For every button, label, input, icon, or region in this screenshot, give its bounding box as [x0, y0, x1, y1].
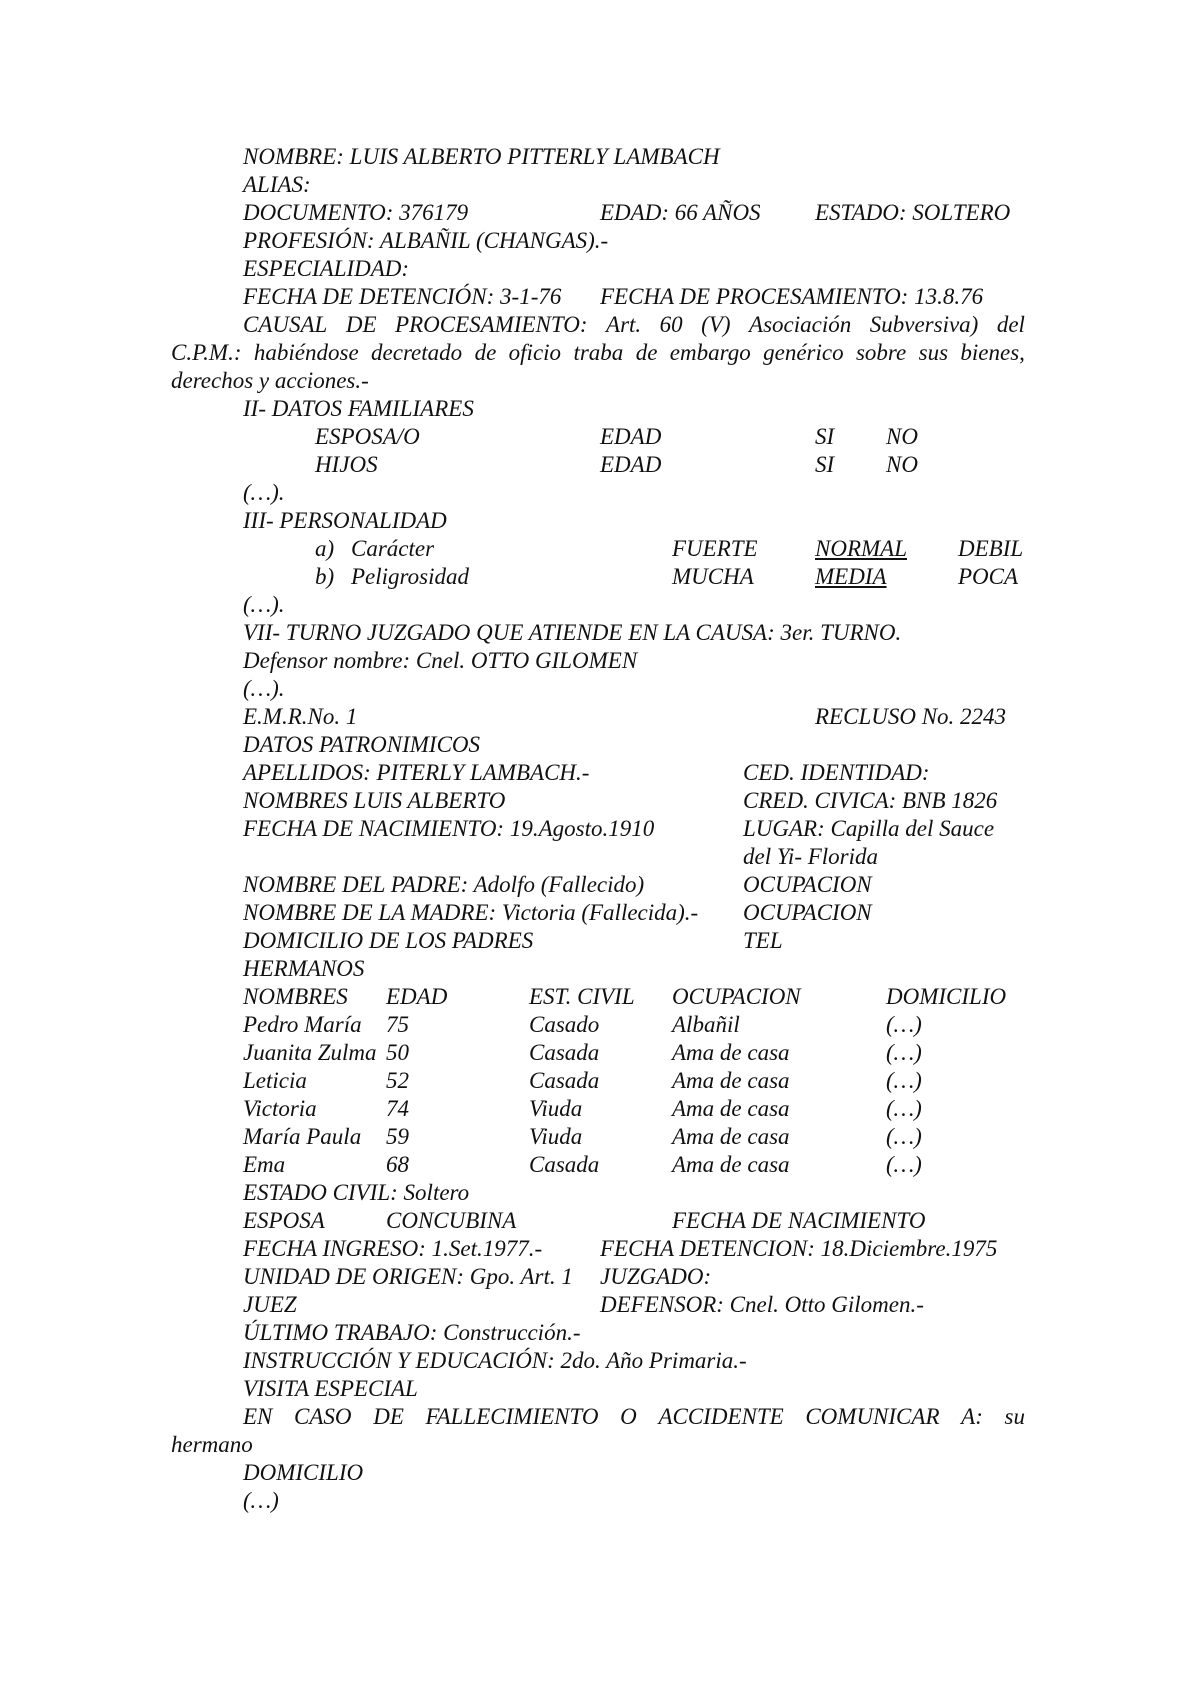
hermanos-heading: HERMANOS — [243, 956, 365, 981]
table-cell: Ama de casa — [672, 1068, 790, 1093]
lugar: LUGAR: Capilla del Sauce — [743, 816, 995, 841]
familiar-si: SI — [815, 452, 835, 477]
hermano: hermano — [171, 1432, 253, 1457]
estado: ESTADO: SOLTERO — [815, 200, 1011, 225]
tel: TEL — [743, 928, 783, 953]
personalidad-option-selected: NORMAL — [815, 536, 907, 561]
cred-civica: CRED. CIVICA: BNB 1826 — [743, 788, 998, 813]
table-cell: Viuda — [529, 1096, 583, 1121]
table-cell: (…) — [886, 1012, 922, 1037]
familiar-label: ESPOSA/O — [315, 424, 420, 449]
familiar-no: NO — [886, 452, 918, 477]
table-cell: Pedro María — [243, 1012, 362, 1037]
fecha-detencion-2: FECHA DETENCION: 18.Diciembre.1975 — [600, 1236, 998, 1261]
recluso: RECLUSO No. 2243 — [815, 704, 1007, 729]
table-cell: María Paula — [243, 1124, 362, 1149]
table-cell: Casada — [529, 1040, 600, 1065]
ellipsis: (…) — [243, 1488, 279, 1513]
table-cell: Casada — [529, 1152, 600, 1177]
table-cell: Casada — [529, 1068, 600, 1093]
table-cell: Victoria — [243, 1096, 317, 1121]
personalidad-option: DEBIL — [958, 536, 1024, 561]
table-cell: Casado — [529, 1012, 600, 1037]
table-cell: Viuda — [529, 1124, 583, 1149]
table-cell: Juanita Zulma — [243, 1040, 377, 1065]
esposa: ESPOSA — [243, 1208, 325, 1233]
table-cell: 50 — [386, 1040, 409, 1065]
juez: JUEZ — [243, 1292, 297, 1317]
table-cell: (…) — [886, 1068, 922, 1093]
documento: DOCUMENTO: 376179 — [243, 200, 469, 225]
fecha-ingreso: FECHA INGRESO: 1.Set.1977.- — [243, 1236, 543, 1261]
fecha-detencion: FECHA DE DETENCIÓN: 3-1-76 — [243, 284, 562, 309]
personalidad-label: Peligrosidad — [351, 564, 469, 589]
visita-especial: VISITA ESPECIAL — [243, 1376, 418, 1401]
table-cell: 59 — [386, 1124, 409, 1149]
personalidad-letter: a) — [315, 536, 335, 561]
nombres: NOMBRES LUIS ALBERTO — [243, 788, 506, 813]
table-cell: Ama de casa — [672, 1040, 790, 1065]
causal-line-1: CAUSAL DE PROCESAMIENTO: Art. 60 (V) Asociación Subversiva) del — [243, 312, 1025, 337]
familiar-edad: EDAD — [600, 424, 662, 449]
personalidad-option: POCA — [958, 564, 1019, 589]
ocupacion-madre: OCUPACION — [743, 900, 872, 925]
personalidad-label: Carácter — [351, 536, 435, 561]
personalidad-heading: III- PERSONALIDAD — [243, 508, 447, 533]
datos-familiares-heading: II- DATOS FAMILIARES — [243, 396, 474, 421]
datos-patronimicos: DATOS PATRONIMICOS — [243, 732, 481, 757]
table-cell: (…) — [886, 1124, 922, 1149]
table-cell: Leticia — [243, 1068, 307, 1093]
table-cell: 68 — [386, 1152, 409, 1177]
turno: VII- TURNO JUZGADO QUE ATIENDE EN LA CAUSA: 3er. TURNO. — [243, 620, 902, 645]
domicilio: DOMICILIO — [243, 1460, 364, 1485]
defensor-2: DEFENSOR: Cnel. Otto Gilomen.- — [600, 1292, 924, 1317]
ced-identidad: CED. IDENTIDAD: — [743, 760, 930, 785]
domicilio-padres: DOMICILIO DE LOS PADRES — [243, 928, 534, 953]
table-cell: (…) — [886, 1040, 922, 1065]
table-cell: 52 — [386, 1068, 409, 1093]
juzgado: JUZGADO: — [600, 1264, 712, 1289]
edad: EDAD: 66 AÑOS — [600, 200, 761, 225]
table-cell: 74 — [386, 1096, 409, 1121]
nombre-madre: NOMBRE DE LA MADRE: Victoria (Fallecida).- — [243, 900, 699, 925]
familiar-label: HIJOS — [315, 452, 378, 477]
familiar-edad: EDAD — [600, 452, 662, 477]
table-cell: Ama de casa — [672, 1096, 790, 1121]
table-cell: (…) — [886, 1152, 922, 1177]
causal-line-2: C.P.M.: habiéndose decretado de oficio traba de embargo genérico sobre sus bienes, — [171, 340, 1025, 365]
personalidad-option-selected: MEDIA — [815, 564, 887, 589]
causal-line-3: derechos y acciones.- — [171, 368, 369, 393]
table-cell: Ama de casa — [672, 1152, 790, 1177]
personalidad-option: FUERTE — [672, 536, 758, 561]
column-header: EDAD — [386, 984, 448, 1009]
defensor: Defensor nombre: Cnel. OTTO GILOMEN — [243, 648, 638, 673]
unidad-origen: UNIDAD DE ORIGEN: Gpo. Art. 1 — [243, 1264, 573, 1289]
estado-civil: ESTADO CIVIL: Soltero — [243, 1180, 470, 1205]
nombre: NOMBRE: LUIS ALBERTO PITTERLY LAMBACH — [243, 144, 720, 169]
ellipsis: (…). — [243, 480, 285, 505]
personalidad-letter: b) — [315, 564, 335, 589]
fecha-procesamiento: FECHA DE PROCESAMIENTO: 13.8.76 — [600, 284, 984, 309]
apellidos: APELLIDOS: PITERLY LAMBACH.- — [243, 760, 590, 785]
column-header: DOMICILIO — [886, 984, 1007, 1009]
nombre-padre: NOMBRE DEL PADRE: Adolfo (Fallecido) — [243, 872, 645, 897]
table-cell: Albañil — [672, 1012, 740, 1037]
personalidad-option: MUCHA — [672, 564, 754, 589]
familiar-no: NO — [886, 424, 918, 449]
concubina: CONCUBINA — [386, 1208, 517, 1233]
fecha-nacimiento-label: FECHA DE NACIMIENTO — [672, 1208, 926, 1233]
en-caso-line: EN CASO DE FALLECIMIENTO O ACCIDENTE COMUNICAR A: su — [243, 1404, 1025, 1429]
ultimo-trabajo: ÚLTIMO TRABAJO: Construcción.- — [243, 1320, 581, 1345]
ellipsis: (…). — [243, 592, 285, 617]
table-cell: (…) — [886, 1096, 922, 1121]
instruccion: INSTRUCCIÓN Y EDUCACIÓN: 2do. Año Primaria.- — [243, 1348, 747, 1373]
column-header: EST. CIVIL — [529, 984, 635, 1009]
column-header: NOMBRES — [243, 984, 348, 1009]
alias: ALIAS: — [243, 172, 311, 197]
table-cell: 75 — [386, 1012, 409, 1037]
table-cell: Ema — [243, 1152, 286, 1177]
ellipsis: (…). — [243, 676, 285, 701]
ocupacion-padre: OCUPACION — [743, 872, 872, 897]
table-cell: Ama de casa — [672, 1124, 790, 1149]
profesion: PROFESIÓN: ALBAÑIL (CHANGAS).- — [243, 228, 609, 253]
especialidad: ESPECIALIDAD: — [243, 256, 410, 281]
emr: E.M.R.No. 1 — [243, 704, 358, 729]
fecha-nacimiento: FECHA DE NACIMIENTO: 19.Agosto.1910 — [243, 816, 655, 841]
lugar-continued: del Yi- Florida — [743, 844, 879, 869]
familiar-si: SI — [815, 424, 835, 449]
column-header: OCUPACION — [672, 984, 801, 1009]
